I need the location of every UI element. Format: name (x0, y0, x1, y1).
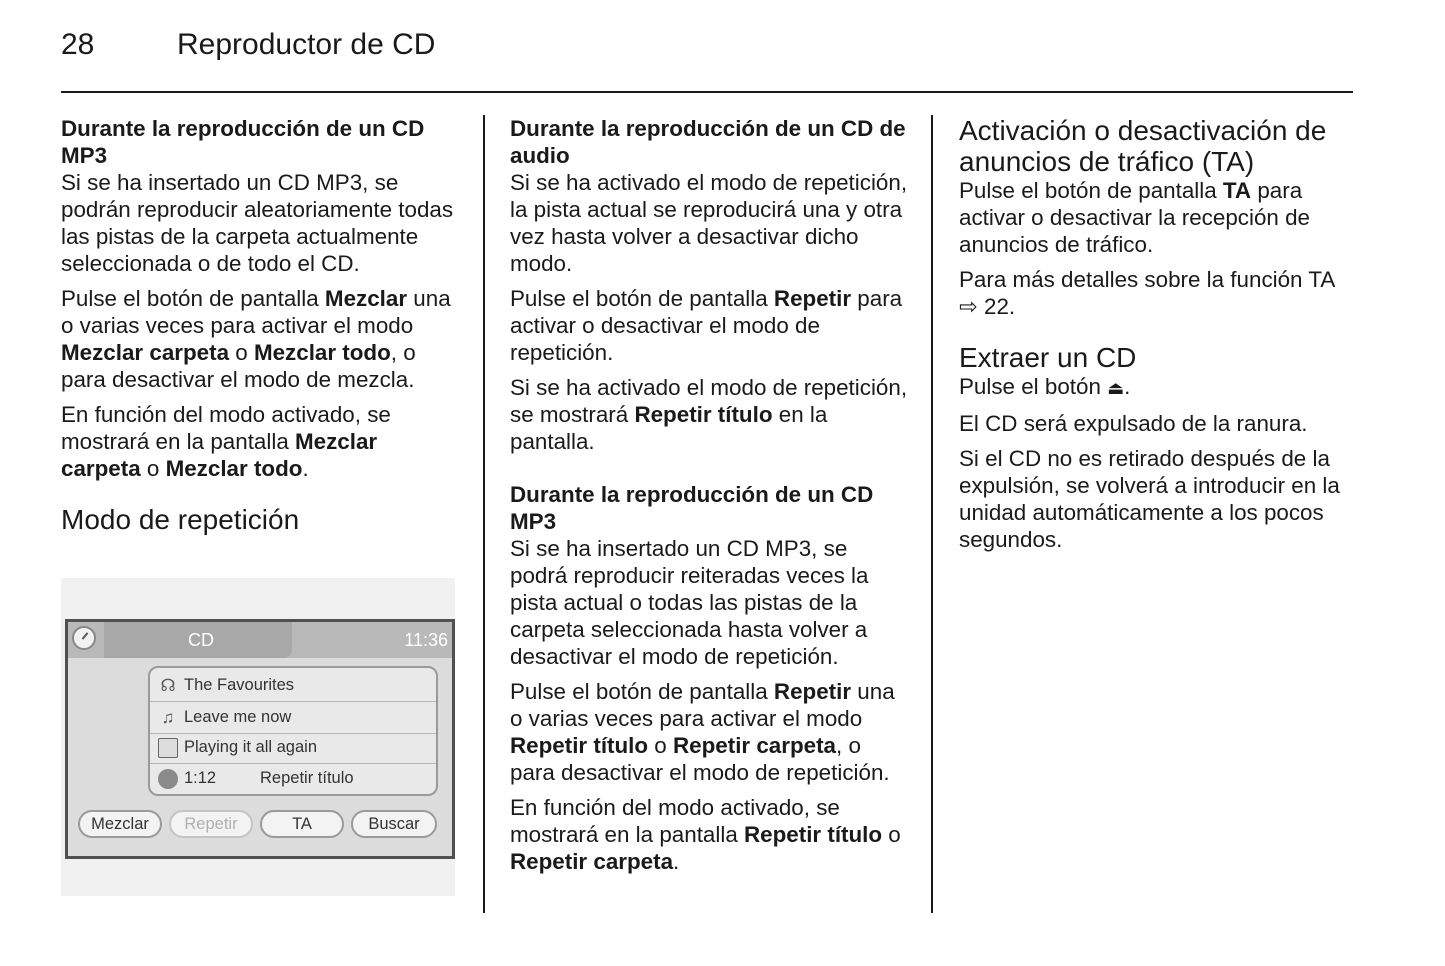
paragraph: Pulse el botón de pantalla TA para activar o desactivar la recepción de anuncios de tráfico. (959, 178, 1310, 257)
shuffle-button[interactable]: Mezclar (78, 810, 162, 838)
list-item: ♫ Leave me now (150, 702, 436, 734)
eject-icon: ⏏ (1107, 378, 1125, 398)
paragraph: Pulse el botón de pantalla Repetir para activar o desactivar el modo de repetición. (510, 286, 903, 365)
album-icon (158, 738, 178, 758)
column-3 (959, 115, 1355, 561)
progress-icon (158, 769, 178, 789)
page-reference-icon: ⇨ (959, 294, 978, 319)
paragraph: Si el CD no es retirado después de la expulsión, se volverá a introducir en la unidad automáticamente a los pocos segundos. (959, 446, 1340, 552)
search-button[interactable]: Buscar (351, 810, 437, 838)
display-screen (65, 619, 455, 859)
repeat-mode-label: Repetir título (260, 769, 354, 787)
ta-button[interactable]: TA (260, 810, 344, 838)
elapsed-time: 1:12 (184, 769, 217, 787)
header-divider (61, 91, 1353, 93)
paragraph: Si se ha activado el modo de repetición, se mostrará Repetir título en la pantalla. (510, 375, 908, 454)
paragraph: Si se ha insertado un CD MP3, se podrán reproducir aleatoriamente todas las pistas de la carpeta actualmente seleccionada o de todo el CD. (61, 170, 454, 276)
screen-clock: 11:36 (404, 630, 448, 650)
paragraph: Pulse el botón de pantalla Repetir una o varias veces para activar el modo Repetir título o Repetir carpeta, o para desactivar el modo de repetición. (510, 679, 895, 785)
screen-top-bar (68, 622, 452, 658)
list-item (150, 763, 436, 794)
track-info-panel (148, 666, 438, 796)
artist-icon: ☊ (160, 676, 176, 695)
paragraph: Si se ha activado el modo de repetición, la pista actual se reproducirá una y otra vez hasta volver a desactivar dicho modo. (510, 170, 908, 276)
repeat-button[interactable]: Repetir (169, 810, 253, 838)
screen-title: CD (188, 630, 214, 650)
paragraph: Pulse el botón ⏏. (959, 373, 1355, 402)
section-heading-audio-repeat: Durante la reproducción de un CD de audio (510, 116, 906, 168)
paragraph: El CD será expulsado de la ranura. (959, 411, 1308, 436)
page-number: 28 (61, 28, 95, 61)
column-divider-2 (931, 115, 933, 913)
music-note-icon: ♫ (161, 708, 175, 727)
list-item: ☊ The Favourites (150, 670, 436, 702)
section-heading-eject-cd: Extraer un CD (959, 342, 1137, 373)
page-header (0, 0, 1445, 92)
section-heading-traffic-announcements: Activación o desactivación de anuncios de tráfico (TA) (959, 115, 1327, 177)
section-heading-mp3-shuffle: Durante la reproducción de un CD MP3 (61, 116, 425, 168)
section-heading-repeat-mode: Modo de repetición (61, 504, 300, 535)
column-1 (61, 115, 459, 535)
paragraph: Si se ha insertado un CD MP3, se podrá reproducir reiteradas veces la pista actual o todas las pistas de la carpeta seleccionada hasta volver a desactivar el modo de repetición. (510, 536, 869, 669)
section-heading-mp3-repeat: Durante la reproducción de un CD MP3 (510, 482, 874, 534)
paragraph: Pulse el botón de pantalla Mezclar una o varias veces para activar el modo Mezclar carpeta o Mezclar todo, o para desactivar el modo de mezcla. (61, 286, 451, 392)
column-2 (510, 115, 908, 883)
column-divider-1 (483, 115, 485, 913)
cd-screen-illustration (61, 578, 455, 896)
page-title: Reproductor de CD (177, 28, 436, 61)
paragraph: En función del modo activado, se mostrará en la pantalla Repetir título o Repetir carpeta. (510, 795, 901, 874)
home-clock-icon (72, 626, 96, 650)
list-item: Playing it all again (150, 732, 436, 764)
paragraph: En función del modo activado, se mostrará en la pantalla Mezclar carpeta o Mezclar todo. (61, 402, 391, 481)
paragraph: Para más detalles sobre la función TA ⇨ 22. (959, 267, 1335, 319)
